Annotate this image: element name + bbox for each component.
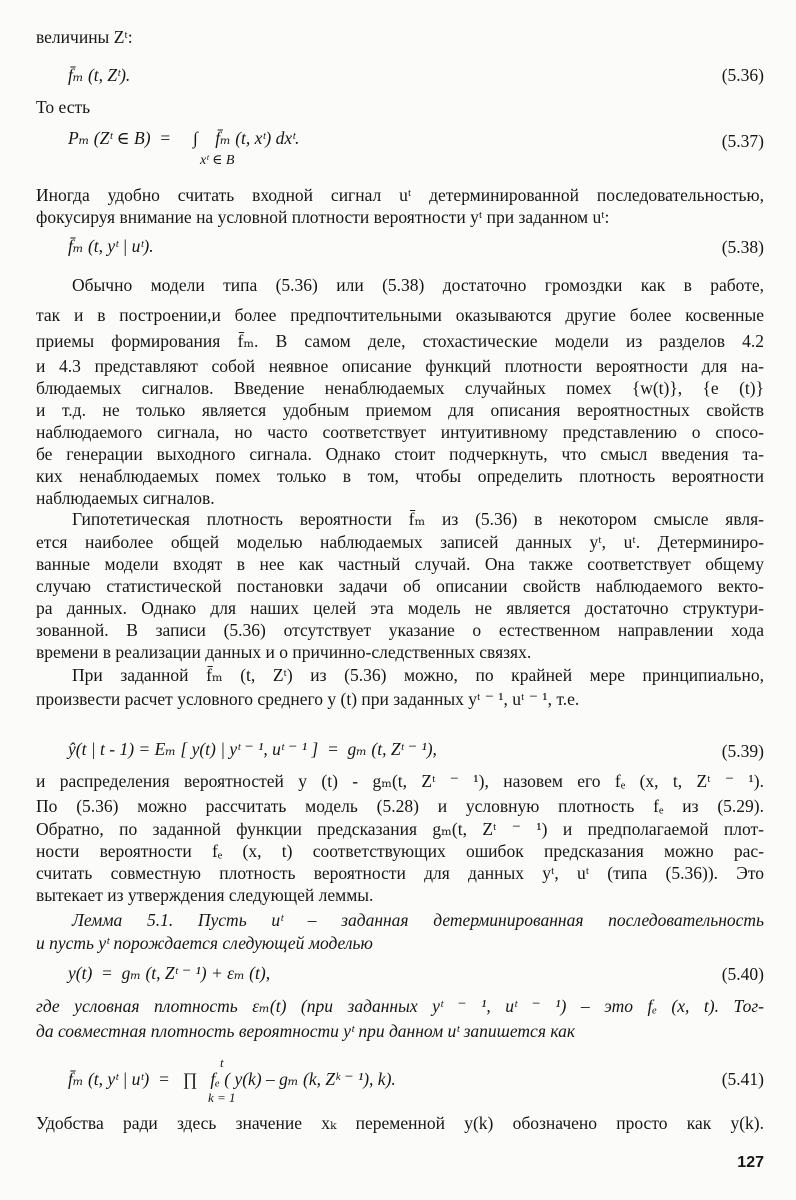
text-line: То есть (36, 97, 91, 117)
paragraph-line: ванные модели входят в нее как частный случай. Она также соответствует общему (36, 554, 764, 574)
text-line: величины Zᵗ: (36, 27, 133, 47)
paragraph-line: При заданной f̄ₘ (t, Zᵗ) из (5.36) можно, по крайней мере принципиально, (72, 665, 764, 685)
lemma-text: и пусть yᵗ порождается следующей моделью (36, 933, 373, 953)
page-number: 127 (737, 1154, 764, 1171)
paragraph-line: ких ненаблюдаемых помех только в том, чтобы определить плотность вероятности (36, 466, 764, 486)
lemma-heading: Лемма 5.1. Пусть uᵗ – заданная детерминированная последовательность (72, 910, 764, 930)
lemma-text: где условная плотность εₘ(t) (при заданных yᵗ ⁻ ¹, uᵗ ⁻ ¹) – это fₑ (x, t). Тог- (36, 996, 764, 1016)
paragraph-line: По (5.36) можно рассчитать модель (5.28) и условную плотность fₑ из (5.29). (36, 796, 764, 816)
paragraph-line: бе генерации выходного сигнала. Однако стоит подчеркнуть, что смысл введения та- (36, 444, 764, 464)
paragraph-line: наблюдаемого сигнала, но часто соответствует интуитивному представлению о спосо- (36, 422, 764, 442)
paragraph-line: Удобства ради здесь значение xₖ переменной y(k) обозначено просто как y(k). (36, 1113, 764, 1133)
text-line: фокусируя внимание на условной плотности вероятности yᵗ при заданном uᵗ: (36, 207, 610, 227)
equation-5-39: ŷ(t | t - 1) = Eₘ [ y(t) | yᵗ ⁻ ¹, uᵗ ⁻ ¹ ] = gₘ (t, Zᵗ ⁻ ¹), (68, 739, 437, 759)
text-line: Иногда удобно считать входной сигнал uᵗ детерминированной последовательностью, (36, 185, 764, 205)
equation-5-41: f̄ₘ (t, yᵗ | uᵗ) = ∏ fₑ ( y(k) – gₘ (k, Zᵏ ⁻ ¹), k). (68, 1069, 396, 1089)
paragraph-line: случаю статистической постановки задачи об описании свойств наблюдаемого векто- (36, 576, 764, 596)
paragraph-line: Гипотетическая плотность вероятности f̄ₘ из (5.36) в некотором смысле явля- (72, 509, 764, 529)
paragraph-line: Обычно модели типа (5.36) или (5.38) достаточно громоздки как в работе, (72, 275, 764, 295)
paragraph-line: наблюдаемых сигналов. (36, 488, 215, 508)
lemma-text: да совместная плотность вероятности yᵗ при данном uᵗ запишется как (36, 1021, 576, 1041)
paragraph-line: ется наиболее общей моделью наблюдаемых записей данных yᵗ, uᵗ. Детерминиро- (36, 532, 764, 552)
paragraph-line: так и в построении,и более предпочтительными оказываются другие более косвенные (36, 305, 764, 325)
paragraph-line: ра данных. Однако для наших целей эта модель не является достаточно структури- (36, 598, 764, 618)
paragraph-line: и распределения вероятностей y (t) - gₘ(t, Zᵗ ⁻ ¹), назовем его fₑ (x, t, Zᵗ ⁻ ¹). (36, 771, 764, 791)
equation-5-37: Pₘ (Zᵗ ∈ B) = ∫ f̄ₘ (t, xᵗ) dxᵗ. (68, 128, 300, 148)
paragraph-line: считать совместную плотность вероятности для данных yᵗ, uᵗ (типа (5.36)). Это (36, 863, 764, 883)
product-superscript: t (220, 1055, 224, 1070)
paragraph-line: ности вероятности fₑ (x, t) соответствующих ошибок предсказания можно рас- (36, 841, 764, 861)
equation-number: (5.39) (721, 741, 764, 761)
paragraph-line: приемы формирования f̄ₘ. В самом деле, стохастические модели из разделов 4.2 (36, 331, 764, 351)
product-subscript: k = 1 (208, 1090, 236, 1105)
paragraph-line: Обратно, по заданной функции предсказания gₘ(t, Zᵗ ⁻ ¹) и предполагаемой плот- (36, 819, 764, 839)
equation-5-36: f̄ₘ (t, Zᵗ). (68, 65, 131, 85)
paragraph-line: и т.д. не только является удобным приемом для описания вероятностных свойств (36, 400, 764, 420)
equation-number: (5.37) (721, 131, 764, 151)
paragraph-line: произвести расчет условного среднего y (t) при заданных yᵗ ⁻ ¹, uᵗ ⁻ ¹, т.е. (36, 689, 580, 709)
paragraph-line: времени в реализации данных и о причинно-следственных связях. (36, 642, 532, 662)
paragraph-line: и 4.3 представляют собой неявное описание функций плотности вероятности для на- (36, 356, 764, 376)
paragraph-line: блюдаемых сигналов. Введение ненаблюдаемых случайных помех {w(t)}, {e (t)} (36, 378, 764, 398)
equation-number: (5.41) (721, 1069, 764, 1089)
integral-subscript: xᵗ ∈ B (200, 153, 235, 168)
equation-5-40: y(t) = gₘ (t, Zᵗ ⁻ ¹) + εₘ (t), (68, 963, 271, 983)
equation-5-38: f̄ₘ (t, yᵗ | uᵗ). (68, 236, 154, 256)
paragraph-line: зованной. В записи (5.36) отсутствует указание о естественном направлении хода (36, 620, 764, 640)
paragraph-line: вытекает из утверждения следующей леммы. (36, 885, 374, 905)
equation-number: (5.36) (721, 65, 764, 85)
equation-number: (5.40) (721, 964, 764, 984)
equation-number: (5.38) (721, 237, 764, 257)
